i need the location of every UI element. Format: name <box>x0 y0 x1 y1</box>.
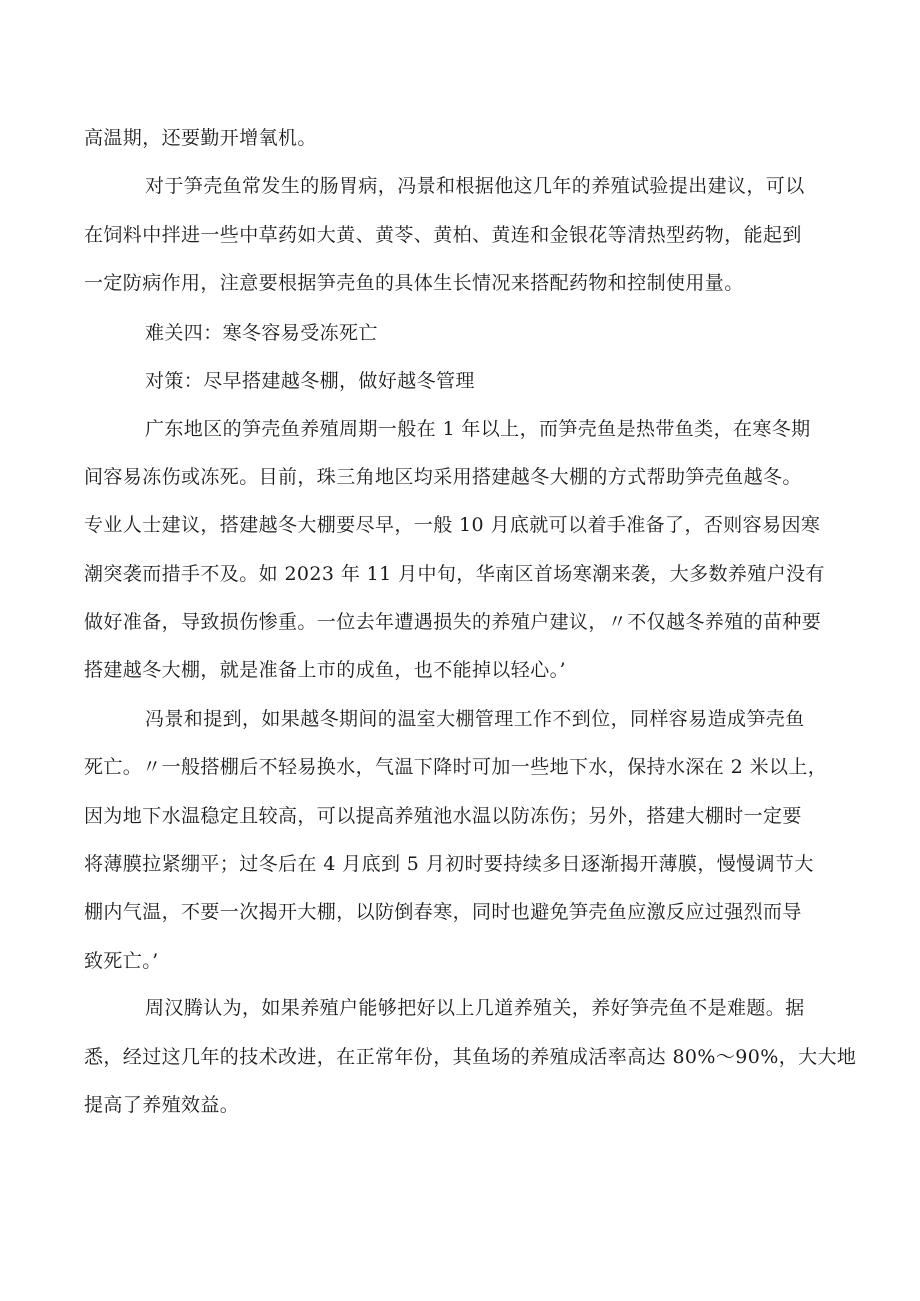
text-line: 因为地下水温稳定且较高，可以提高养殖池水温以防冻伤；另外，搭建大棚时一定要 <box>84 805 802 827</box>
text-line: 间容易冻伤或冻死。目前，珠三角地区均采用搭建越冬大棚的方式帮助笋壳鱼越冬。 <box>84 466 802 488</box>
text-line: 致死亡。’ <box>84 950 159 972</box>
text-line: 高温期，还要勤开增氧机。 <box>84 127 317 149</box>
text-line: 广东地区的笋壳鱼养殖周期一般在 1 年以上，而笋壳鱼是热带鱼类，在寒冬期 <box>145 418 811 440</box>
text-line: 周汉腾认为，如果养殖户能够把好以上几道养殖关，养好笋壳鱼不是难题。据 <box>145 997 805 1019</box>
text-line: 冯景和提到，如果越冬期间的温室大棚管理工作不到位，同样容易造成笋壳鱼 <box>145 708 805 730</box>
section-subheading: 对策：尽早搭建越冬棚，做好越冬管理 <box>145 370 475 392</box>
text-line: 死亡。〃一般搭棚后不轻易换水，气温下降时可加一些地下水，保持水深在 2 米以上， <box>84 756 828 778</box>
text-line: 在饲料中拌进一些中草药如大黄、黄苓、黄柏、黄连和金银花等清热型药物，能起到 <box>84 224 802 246</box>
text-line: 做好准备，导致损伤惨重。一位去年遭遇损失的养殖户建议，〃不仅越冬养殖的苗种要 <box>84 611 822 633</box>
text-line: 潮突袭而措手不及。如 2023 年 11 月中旬，华南区首场寒潮来袭，大多数养殖户没有 <box>84 563 825 585</box>
text-line: 搭建越冬大棚，就是准备上市的成鱼，也不能掉以轻心。’ <box>84 659 566 681</box>
text-line: 专业人士建议，搭建越冬大棚要尽早，一般 10 月底就可以着手准备了，否则容易因寒 <box>84 514 821 536</box>
section-heading: 难关四：寒冬容易受冻死亡 <box>145 322 378 344</box>
text-line: 棚内气温，不要一次揭开大棚，以防倒春寒，同时也避免笋壳鱼应激反应过强烈而导 <box>84 901 802 923</box>
text-line: 提高了养殖效益。 <box>84 1094 240 1116</box>
text-line: 对于笋壳鱼常发生的肠胃病，冯景和根据他这几年的养殖试验提出建议，可以 <box>145 175 805 197</box>
text-line: 悉，经过这几年的技术改进，在正常年份，其鱼场的养殖成活率高达 80%～90%，大大地 <box>84 1046 857 1068</box>
text-line: 将薄膜拉紧绷平；过冬后在 4 月底到 5 月初时要持续多日逐渐揭开薄膜，慢慢调节大 <box>84 853 814 875</box>
text-line: 一定防病作用，注意要根据笋壳鱼的具体生长情况来搭配药物和控制使用量。 <box>84 272 744 294</box>
